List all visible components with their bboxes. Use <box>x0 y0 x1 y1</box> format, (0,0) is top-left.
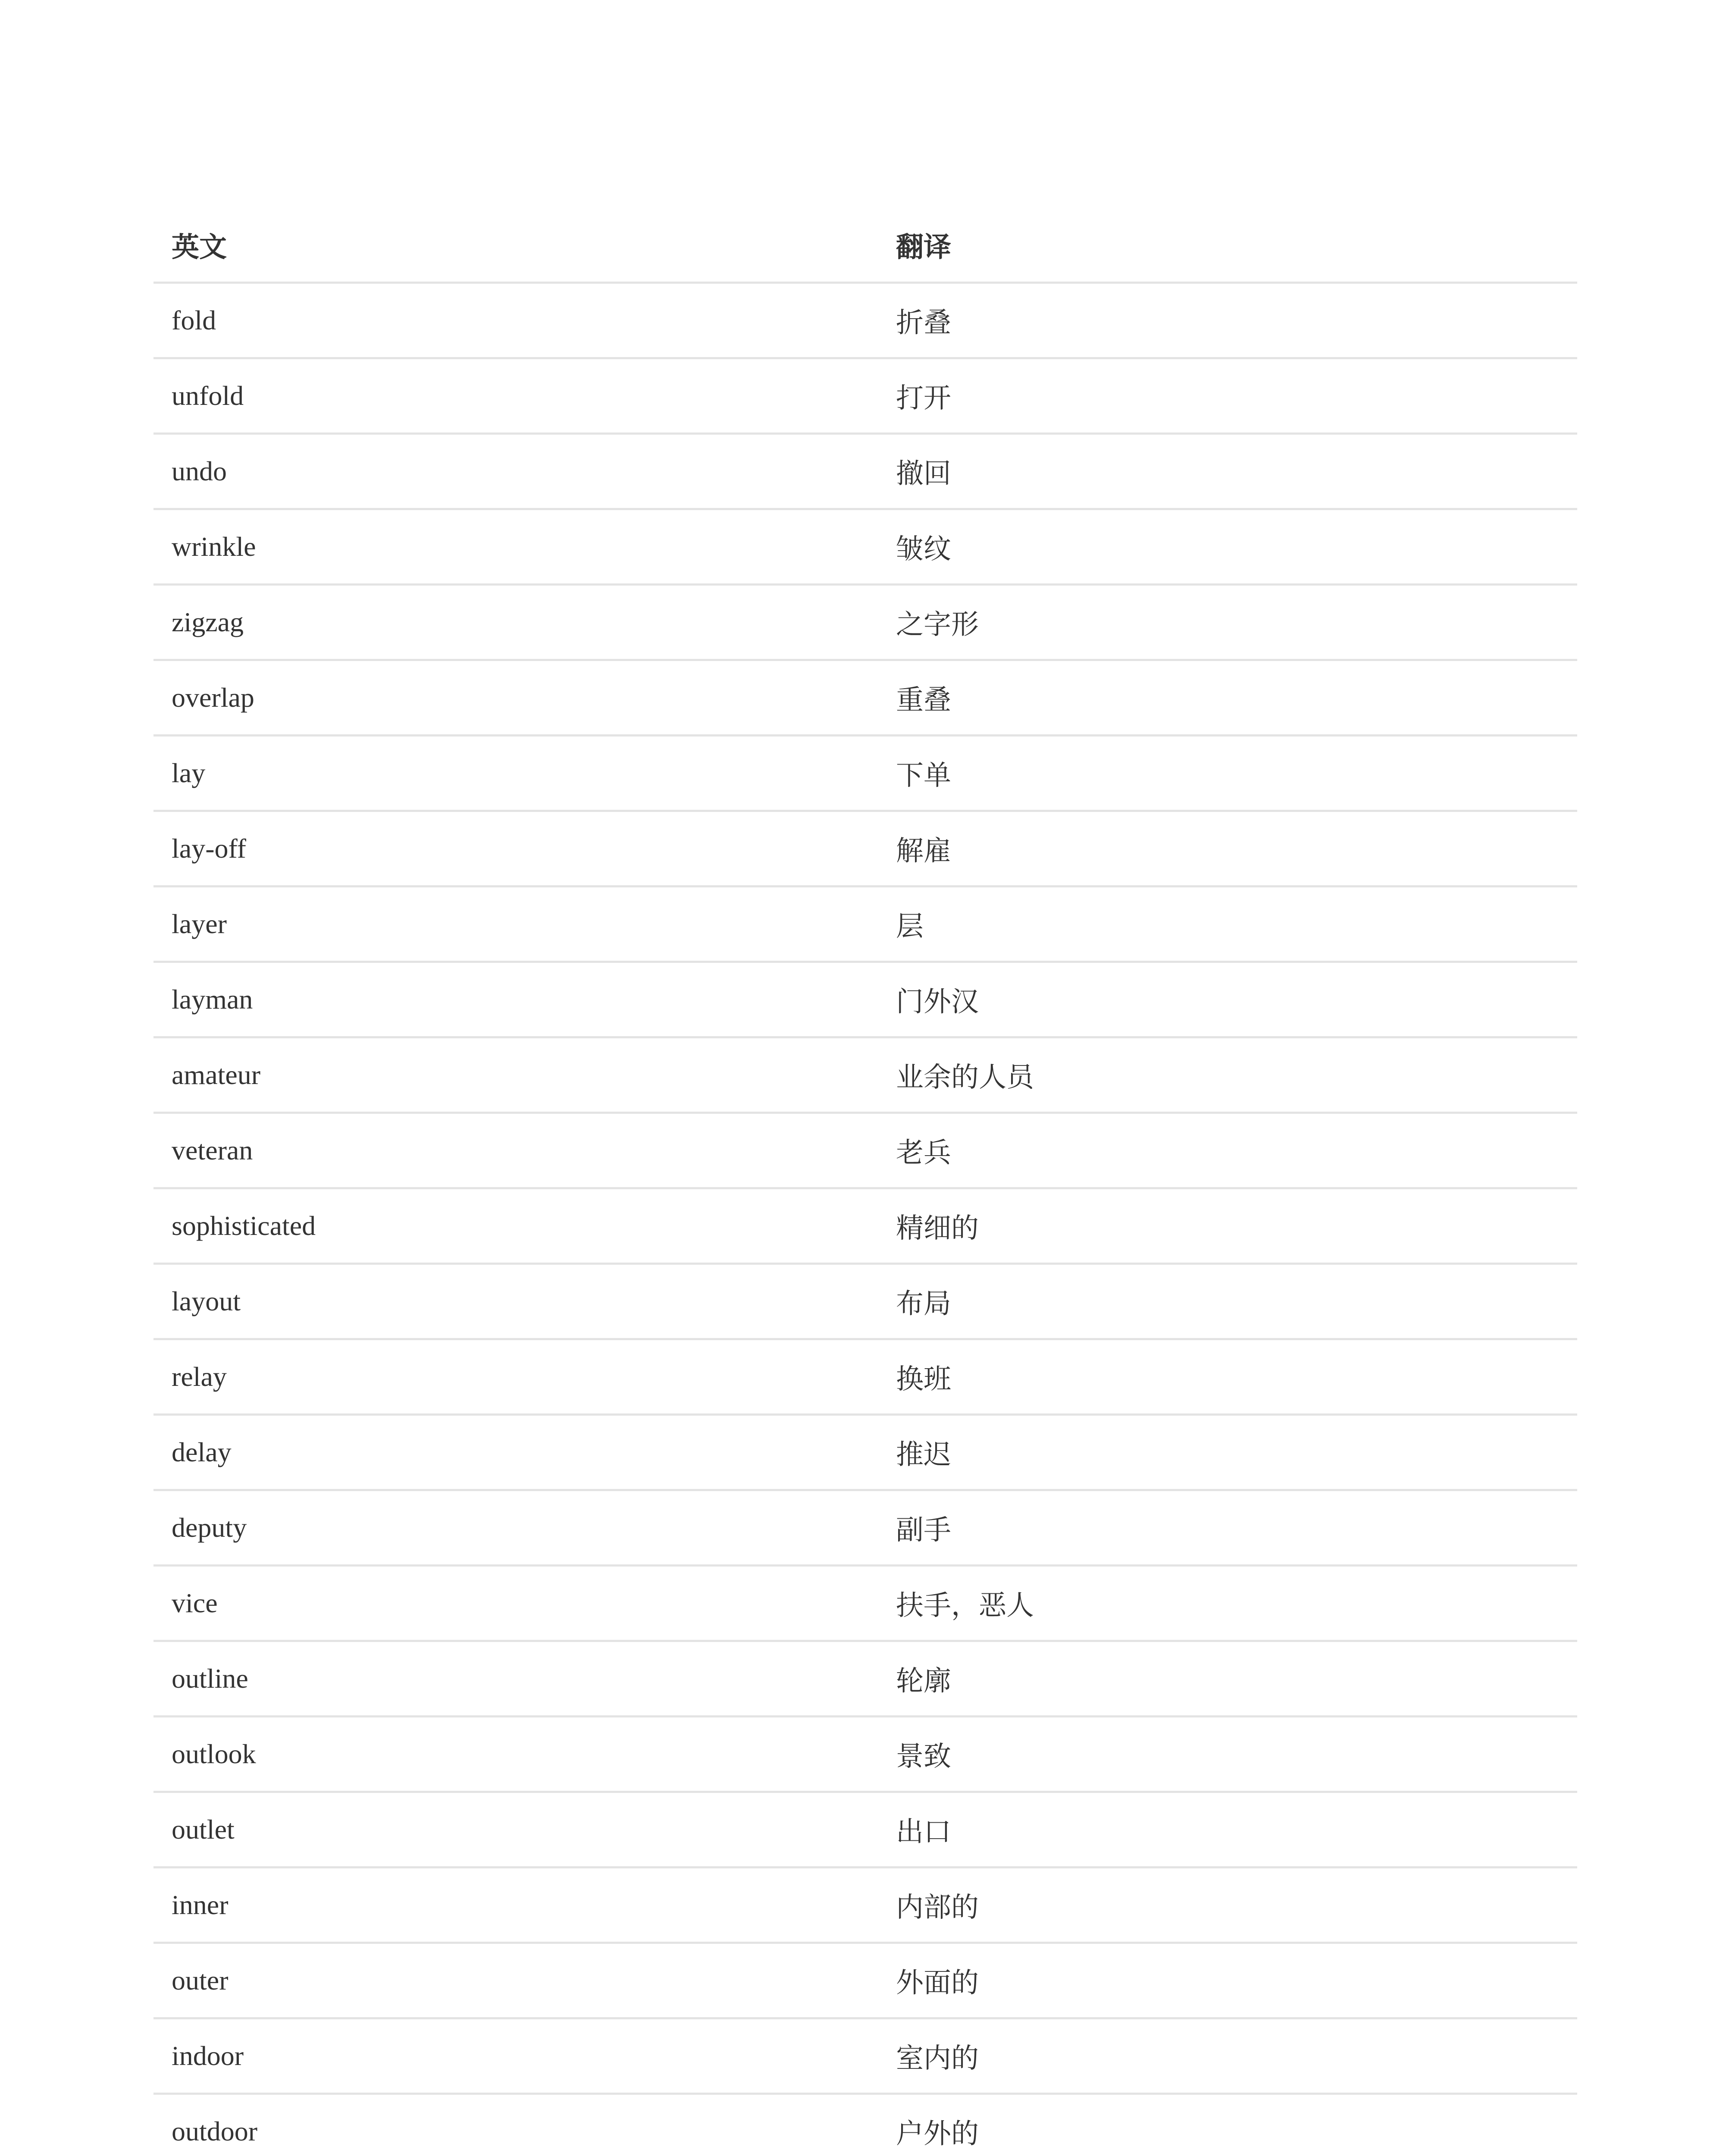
translation: 打开 <box>878 358 1577 434</box>
english-word: unfold <box>153 358 878 434</box>
table-body <box>153 283 1577 2156</box>
english-word: amateur <box>153 1037 878 1113</box>
table-row <box>153 811 1577 887</box>
english-word: outlook <box>153 1717 878 1792</box>
translation: 精细的 <box>878 1188 1577 1264</box>
translation: 门外汉 <box>878 962 1577 1037</box>
table-row <box>153 1641 1577 1717</box>
column-header-english: 英文 <box>153 208 878 283</box>
english-word: deputy <box>153 1490 878 1566</box>
english-word: lay <box>153 736 878 811</box>
translation: 换班 <box>878 1339 1577 1415</box>
header-row <box>153 208 1577 283</box>
table-row <box>153 1717 1577 1792</box>
translation: 业余的人员 <box>878 1037 1577 1113</box>
english-word: inner <box>153 1868 878 1943</box>
table-row <box>153 1188 1577 1264</box>
table-row <box>153 660 1577 736</box>
table-row <box>153 1264 1577 1339</box>
translation: 下单 <box>878 736 1577 811</box>
table-row <box>153 1490 1577 1566</box>
english-word: overlap <box>153 660 878 736</box>
table-row <box>153 1792 1577 1868</box>
translation: 户外的 <box>878 2094 1577 2156</box>
table-row <box>153 1113 1577 1188</box>
table-header <box>153 208 1577 283</box>
table-row <box>153 1943 1577 2018</box>
table-row <box>153 1415 1577 1490</box>
table-row <box>153 509 1577 585</box>
table-row <box>153 434 1577 509</box>
translation: 内部的 <box>878 1868 1577 1943</box>
translation: 景致 <box>878 1717 1577 1792</box>
translation: 副手 <box>878 1490 1577 1566</box>
english-word: relay <box>153 1339 878 1415</box>
english-word: veteran <box>153 1113 878 1188</box>
table-row <box>153 1037 1577 1113</box>
english-word: fold <box>153 283 878 358</box>
english-word: outline <box>153 1641 878 1717</box>
translation: 之字形 <box>878 585 1577 660</box>
table-row <box>153 358 1577 434</box>
english-word: delay <box>153 1415 878 1490</box>
english-word: outlet <box>153 1792 878 1868</box>
translation: 层 <box>878 887 1577 962</box>
english-word: sophisticated <box>153 1188 878 1264</box>
table-row <box>153 283 1577 358</box>
english-word: layout <box>153 1264 878 1339</box>
english-word: zigzag <box>153 585 878 660</box>
translation: 布局 <box>878 1264 1577 1339</box>
table-row <box>153 1566 1577 1641</box>
translation: 皱纹 <box>878 509 1577 585</box>
translation: 老兵 <box>878 1113 1577 1188</box>
table-row <box>153 962 1577 1037</box>
translation: 重叠 <box>878 660 1577 736</box>
english-word: lay-off <box>153 811 878 887</box>
translation: 推迟 <box>878 1415 1577 1490</box>
english-word: layer <box>153 887 878 962</box>
translation: 撤回 <box>878 434 1577 509</box>
english-word: indoor <box>153 2018 878 2094</box>
english-word: vice <box>153 1566 878 1641</box>
translation: 外面的 <box>878 1943 1577 2018</box>
english-word: undo <box>153 434 878 509</box>
table-row <box>153 887 1577 962</box>
translation: 室内的 <box>878 2018 1577 2094</box>
table-row <box>153 736 1577 811</box>
english-word: outdoor <box>153 2094 878 2156</box>
translation: 出口 <box>878 1792 1577 1868</box>
english-word: layman <box>153 962 878 1037</box>
table-row <box>153 1868 1577 1943</box>
translation: 扶手，恶人 <box>878 1566 1577 1641</box>
translation: 解雇 <box>878 811 1577 887</box>
translation: 轮廓 <box>878 1641 1577 1717</box>
vocabulary-table <box>153 208 1577 2156</box>
table-row <box>153 2018 1577 2094</box>
english-word: outer <box>153 1943 878 2018</box>
table-row <box>153 585 1577 660</box>
column-header-translation: 翻译 <box>878 208 1577 283</box>
translation: 折叠 <box>878 283 1577 358</box>
table-row <box>153 1339 1577 1415</box>
english-word: wrinkle <box>153 509 878 585</box>
table-row <box>153 2094 1577 2156</box>
